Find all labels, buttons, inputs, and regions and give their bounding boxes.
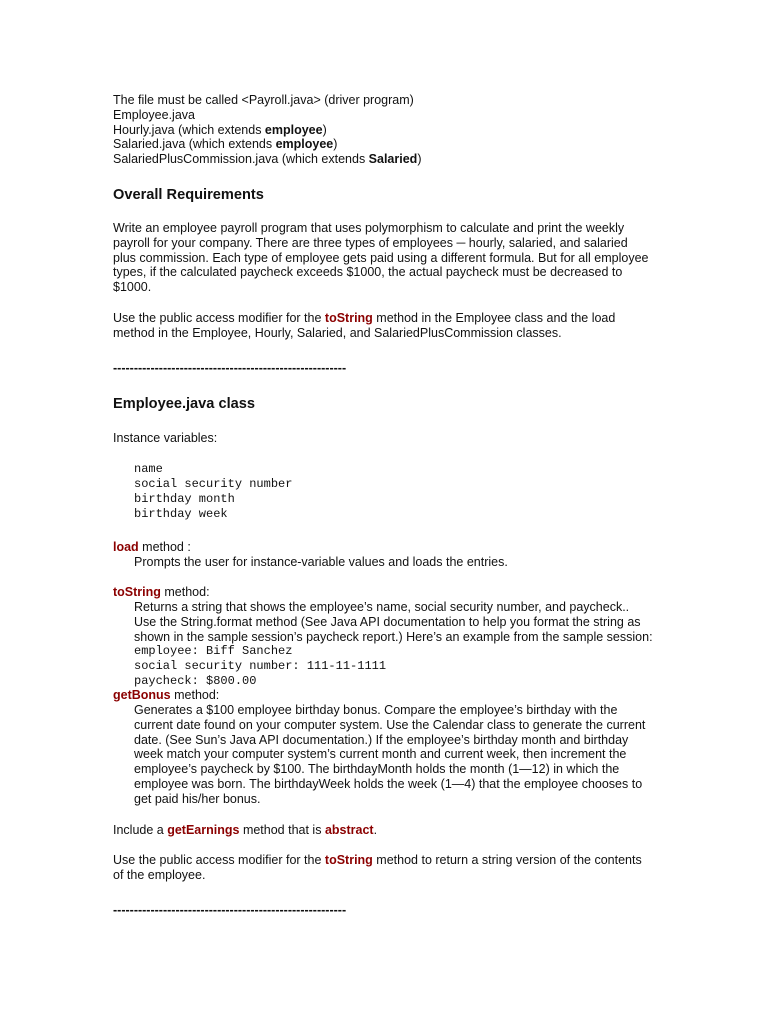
load-method-description: Prompts the user for instance-variable values and loads the entries. [134,555,508,569]
tostring-desc-line: Returns a string that shows the employee’s name, social security number, and paycheck.. [134,600,630,614]
tostring-desc-line: shown in the sample session’s paycheck report.) Here’s an example from the sample session: [134,629,653,644]
instance-variable: social security number [134,477,293,491]
overall-p1-line: $1000. [113,280,152,295]
instance-variable: name [134,462,163,476]
overall-p2-line [113,311,653,326]
file-line-salaried-bold: employee [275,137,334,152]
overall-p1-line: plus commission. Each type of employee gets paid using a different formula. But for all employee [113,250,649,265]
file-line-salaried-plus-bold: Salaried [368,152,418,167]
tostring-desc-line: Use the String.format method (See Java API documentation to help you format the string as [134,614,641,629]
getearnings-text-mid: method that is [239,823,325,837]
tostring-method-suffix: method: [160,585,210,599]
file-line-employee: Employee.java [113,107,195,122]
tostring-paragraph-2 [113,853,653,883]
overall-p1-line: types, if the calculated paycheck exceeds $1000, the actual paycheck must be decreased to [113,265,623,280]
keyword-getearnings: getEarnings [167,823,240,837]
keyword-tostring: toString [324,311,373,325]
load-method-suffix: method : [138,540,191,554]
file-line-salaried-text: Salaried.java (which extends [113,137,276,152]
overall-p1-line: payroll for your company. There are three types of employees ─ hourly, salaried, and salaried [113,235,628,250]
getearnings-text-end: . [373,823,378,837]
getbonus-desc-line: Generates a $100 employee birthday bonus. Compare the employee’s birthday with the [134,703,618,717]
getbonus-method-description [134,703,664,807]
keyword-load: load [113,540,139,554]
getearnings-text: Include a [113,823,168,837]
tostring-p2-line: of the employee. [113,867,206,882]
tostring-example-line: social security number: 111-11-1111 [134,659,387,674]
file-line-salaried [113,137,653,152]
overall-p2-text: Use the public access modifier for the [113,311,325,325]
file-line-hourly-text: Hourly.java (which extends [113,122,265,137]
file-line-hourly-close: ) [322,122,327,137]
getbonus-desc-line: current date found on your computer system. Use the Calendar class to generate the current [134,717,646,732]
load-method-label [113,540,653,555]
overall-paragraph-2 [113,311,653,341]
getbonus-method-label [113,688,653,703]
tostring-method-description [134,600,664,689]
keyword-tostring: toString [113,585,161,599]
instance-variables-label: Instance variables: [113,431,218,445]
employee-class-heading: Employee.java class [113,396,255,412]
instance-variables-list [134,462,664,522]
overall-paragraph-1 [113,221,653,295]
file-line-payroll: The file must be called <Payroll.java> (driver program) [113,93,414,107]
file-list [113,93,653,167]
file-line-salaried-plus-close: ) [417,152,422,167]
getbonus-desc-line: date. (See Sun’s Java API documentation.) If the employee’s birthday month and birthday [134,732,629,747]
getbonus-desc-line: employee’s paycheck by $100. The birthdayMonth holds the month (1—12) in which the [134,762,620,777]
file-line-salaried-plus-text: SalariedPlusCommission.java (which extends [113,152,369,167]
tostring-example-line: employee: Biff Sanchez [134,644,293,659]
tostring-p2-text-end: method to return a string version of the contents [372,853,642,867]
tostring-method-label [113,585,653,600]
file-line-salaried-close: ) [333,137,338,152]
getbonus-desc-line: get paid his/her bonus. [134,791,261,806]
separator-rule: -------------------------------------------------------- [113,361,347,375]
overall-p1-line: Write an employee payroll program that uses polymorphism to calculate and print the weekly [113,221,625,235]
tostring-example-line: paycheck: $800.00 [134,674,257,689]
tostring-p2-line [113,853,653,868]
instance-variable: birthday week [134,507,228,521]
file-line-hourly-bold: employee [264,122,323,137]
getbonus-desc-line: week match your computer system’s current month and current week, then increment the [134,747,627,762]
tostring-p2-text: Use the public access modifier for the [113,853,325,867]
keyword-abstract: abstract [324,823,374,837]
keyword-getbonus: getBonus [113,688,171,702]
separator-rule: -------------------------------------------------------- [113,903,347,917]
getbonus-method-suffix: method: [170,688,220,702]
instance-variable: birthday month [134,492,235,506]
overall-p2-line: method in the Employee, Hourly, Salaried, and SalariedPlusCommission classes. [113,325,562,340]
file-line-hourly [113,123,653,138]
overall-requirements-heading: Overall Requirements [113,187,264,203]
overall-p2-text-end: method in the Employee class and the load [372,311,616,325]
getbonus-desc-line: employee was born. The birthdayWeek holds the week (1—4) that the employee chooses to [134,776,643,791]
file-line-salaried-plus [113,152,653,167]
getearnings-paragraph [113,823,653,838]
keyword-tostring: toString [324,853,373,867]
